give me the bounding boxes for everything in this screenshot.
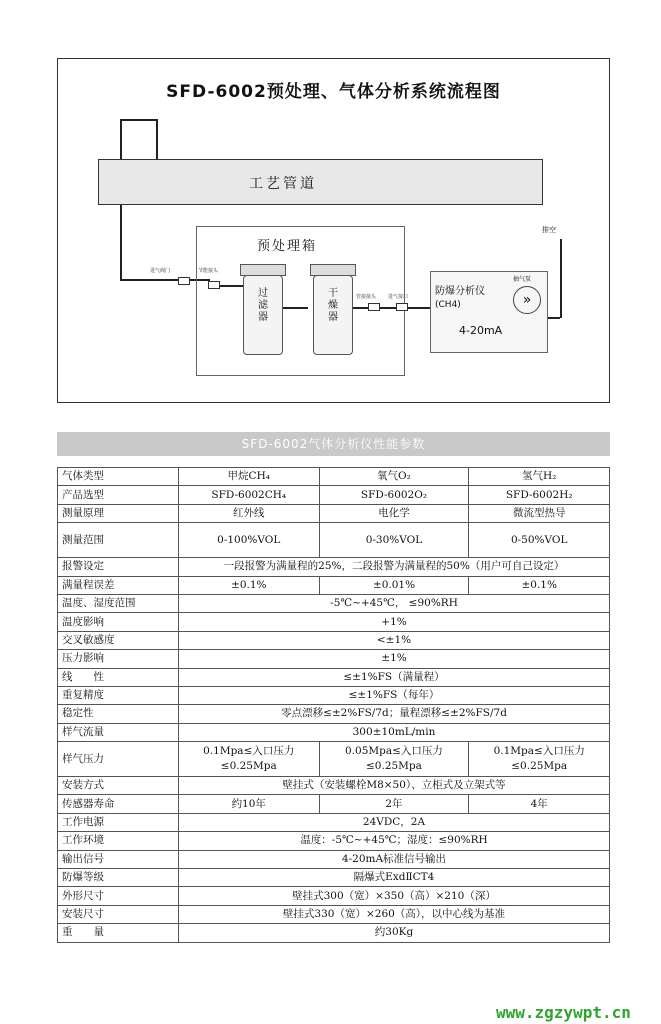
cell-value: 氢气H₂ xyxy=(469,468,610,486)
pretreatment-label: 预处理箱 xyxy=(257,239,318,254)
row-label: 产品选型 xyxy=(58,486,179,504)
connector xyxy=(208,281,220,289)
row-label: 线 性 xyxy=(58,668,179,686)
row-label: 稳定性 xyxy=(58,705,179,723)
row-label: 工作电源 xyxy=(58,813,179,831)
dryer-unit xyxy=(313,275,353,355)
filter-unit xyxy=(243,275,283,355)
row-label: 测量范围 xyxy=(58,523,179,558)
cell-value: 红外线 xyxy=(179,504,320,522)
row-label: 传感器寿命 xyxy=(58,795,179,813)
table-row xyxy=(58,486,610,504)
row-value: 300±10mL/min xyxy=(179,723,610,741)
cell-value: 4年 xyxy=(469,795,610,813)
row-label: 样气压力 xyxy=(58,742,179,777)
vent-line xyxy=(548,317,560,319)
cell-value xyxy=(319,742,469,777)
table-row xyxy=(58,832,610,850)
row-value: ≤±1%FS（满量程） xyxy=(179,668,610,686)
row-value: 一段报警为满量程的25%，二段报警为满量程的50%（用户可自己设定） xyxy=(179,558,610,576)
port-label: 进气阀门 xyxy=(150,268,171,274)
row-label: 重复精度 xyxy=(58,686,179,704)
cell-line: ≤0.25Mpa xyxy=(220,760,277,773)
table-row xyxy=(58,650,610,668)
row-value: 24VDC，2A xyxy=(179,813,610,831)
analyzer-signal: 4-20mA xyxy=(459,324,503,337)
inlet-port xyxy=(396,303,408,311)
row-value: <±1% xyxy=(179,631,610,649)
port-label: 管接接头 xyxy=(356,294,377,300)
table-row xyxy=(58,777,610,795)
vent-line xyxy=(560,239,562,318)
process-pipe xyxy=(98,159,543,205)
table-row xyxy=(58,576,610,594)
row-label: 气体类型 xyxy=(58,468,179,486)
cell-line: 0.1Mpa≤入口压力 xyxy=(203,745,295,758)
row-value: ≤±1%FS（每年） xyxy=(179,686,610,704)
cell-value: 2年 xyxy=(319,795,469,813)
cell-line: 0.05Mpa≤入口压力 xyxy=(345,745,443,758)
cell-value: 氧气O₂ xyxy=(319,468,469,486)
cell-value: 0-50%VOL xyxy=(469,523,610,558)
connector xyxy=(368,303,380,311)
diagram-title: SFD-6002预处理、气体分析系统流程图 xyxy=(166,82,501,102)
cell-value: SFD-6002CH₄ xyxy=(179,486,320,504)
table-row xyxy=(58,686,610,704)
cell-value: 电化学 xyxy=(319,504,469,522)
cell-value xyxy=(179,742,320,777)
table-row xyxy=(58,613,610,631)
row-label: 防爆等级 xyxy=(58,869,179,887)
table-row xyxy=(58,905,610,923)
table-row xyxy=(58,523,610,558)
row-value: -5℃~+45℃， ≤90%RH xyxy=(179,594,610,612)
table-row xyxy=(58,558,610,576)
sample-line xyxy=(120,119,156,121)
row-value: 4-20mA标准信号输出 xyxy=(179,850,610,868)
port-label: 节能接头 xyxy=(198,268,219,274)
table-row xyxy=(58,742,610,777)
cell-value: ±0.1% xyxy=(179,576,320,594)
table-row xyxy=(58,504,610,522)
table-row xyxy=(58,850,610,868)
cell-value: 0-30%VOL xyxy=(319,523,469,558)
row-value: 隔爆式ExdⅡCT4 xyxy=(179,869,610,887)
row-label: 外形尺寸 xyxy=(58,887,179,905)
pump-icon: » xyxy=(513,286,541,314)
table-row xyxy=(58,594,610,612)
table-row xyxy=(58,631,610,649)
spec-table xyxy=(57,467,610,943)
cell-value: ±0.1% xyxy=(469,576,610,594)
filter-cap xyxy=(240,264,286,276)
row-label: 输出信号 xyxy=(58,850,179,868)
table-row xyxy=(58,468,610,486)
row-label: 样气流量 xyxy=(58,723,179,741)
row-value: 温度：-5℃~+45℃；湿度：≤90%RH xyxy=(179,832,610,850)
cell-value xyxy=(469,742,610,777)
cell-value: 甲烷CH₄ xyxy=(179,468,320,486)
cell-value: 0-100%VOL xyxy=(179,523,320,558)
analyzer-title: 防爆分析仪 xyxy=(435,286,485,297)
row-value: +1% xyxy=(179,613,610,631)
dryer-label: 干燥器 xyxy=(328,288,338,323)
table-header: SFD-6002气体分析仪性能参数 xyxy=(57,432,610,456)
table-row xyxy=(58,705,610,723)
row-label: 测量原理 xyxy=(58,504,179,522)
table-row xyxy=(58,723,610,741)
cell-value: ±0.01% xyxy=(319,576,469,594)
inlet-valve xyxy=(178,277,190,285)
port-label: 进气接口 xyxy=(388,294,409,300)
cell-value: SFD-6002H₂ xyxy=(469,486,610,504)
row-label: 交叉敏感度 xyxy=(58,631,179,649)
row-label: 压力影响 xyxy=(58,650,179,668)
table-row xyxy=(58,813,610,831)
row-value: 壁挂式330（宽）×260（高），以中心线为基准 xyxy=(179,905,610,923)
row-label: 满量程误差 xyxy=(58,576,179,594)
cell-line: ≤0.25Mpa xyxy=(511,760,568,773)
vent-label: 排空 xyxy=(542,226,556,234)
row-value: 壁挂式（安装螺栓M8×50）、立柜式及立架式等 xyxy=(179,777,610,795)
row-label: 报警设定 xyxy=(58,558,179,576)
row-label: 温度、湿度范围 xyxy=(58,594,179,612)
watermark: www.zgzywpt.cn xyxy=(496,1003,631,1022)
filter-label: 过滤器 xyxy=(258,288,268,323)
cell-line: 0.1Mpa≤入口压力 xyxy=(493,745,585,758)
sample-line xyxy=(156,119,158,159)
pretreatment-box xyxy=(196,226,405,376)
table-row xyxy=(58,869,610,887)
dryer-cap xyxy=(310,264,356,276)
row-value: 约30Kg xyxy=(179,924,610,942)
cell-value: 约10年 xyxy=(179,795,320,813)
row-value: 壁挂式300（宽）×350（高）×210（深） xyxy=(179,887,610,905)
cell-value: 微流型热导 xyxy=(469,504,610,522)
cell-line: ≤0.25Mpa xyxy=(366,760,422,773)
table-row xyxy=(58,668,610,686)
row-label: 工作环境 xyxy=(58,832,179,850)
row-value: ±1% xyxy=(179,650,610,668)
table-row xyxy=(58,887,610,905)
row-label: 重 量 xyxy=(58,924,179,942)
analyzer-box xyxy=(430,271,548,353)
row-value: 零点漂移≤±2%FS/7d；量程漂移≤±2%FS/7d xyxy=(179,705,610,723)
table-row xyxy=(58,924,610,942)
pump-label: 抽气泵 xyxy=(513,276,532,283)
cell-value: SFD-6002O₂ xyxy=(319,486,469,504)
flow-diagram xyxy=(57,58,610,403)
row-label: 安装方式 xyxy=(58,777,179,795)
row-label: 温度影响 xyxy=(58,613,179,631)
analyzer-gas: (CH4) xyxy=(435,300,461,310)
row-label: 安装尺寸 xyxy=(58,905,179,923)
pipe-label: 工艺管道 xyxy=(249,176,317,192)
table-row xyxy=(58,795,610,813)
